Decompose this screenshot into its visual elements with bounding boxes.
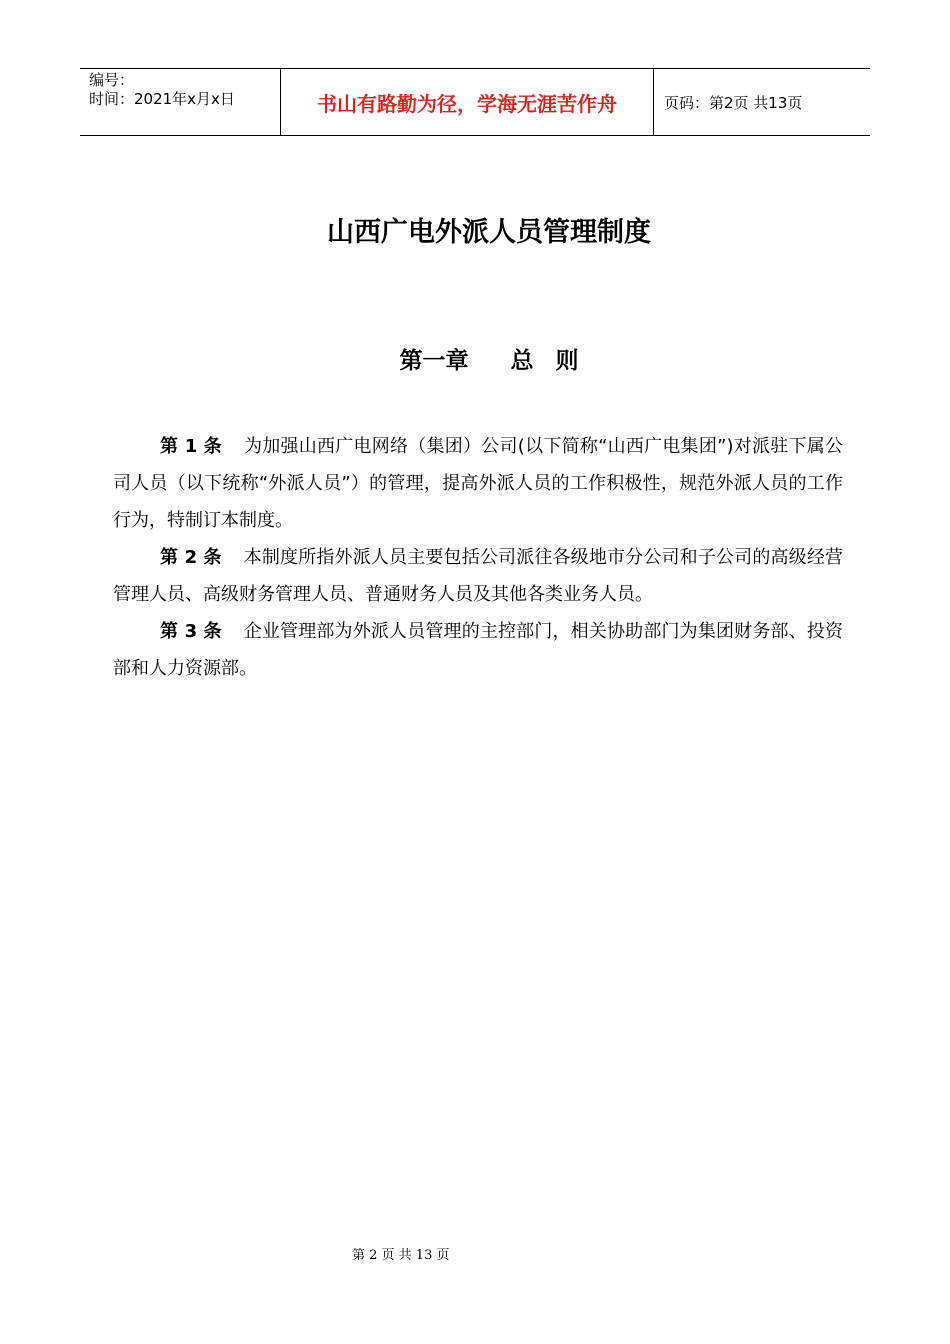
page-header [80, 68, 870, 136]
article-paragraph [113, 428, 843, 539]
header-motto-cell [281, 69, 654, 135]
article-label: 第 1 条 [160, 436, 223, 457]
header-meta-cell [80, 69, 281, 135]
chapter-name-part1: 总 [510, 348, 534, 374]
date-label: 时间：2021年x月x日 [89, 90, 235, 108]
chapter-heading [0, 345, 950, 377]
article-label: 第 3 条 [160, 621, 222, 642]
document-body [113, 428, 843, 687]
article-paragraph [113, 539, 843, 613]
page-footer: 第 2 页 共 13 页 [352, 1248, 450, 1263]
article-text: 为加强山西广电网络（集团）公司(以下简称“山西广电集团”)对派驻下属公司人员（以下统称“外派人员”）的管理，提高外派人员的工作积极性，规范外派人员的工作行为，特制订本制度。 [113, 436, 843, 531]
header-page-info: 页码：第2页 共13页 [664, 94, 803, 112]
header-page-cell [654, 69, 870, 135]
document-title: 山西广电外派人员管理制度 [327, 217, 651, 248]
chapter-name-part2: 则 [555, 348, 579, 374]
serial-number-label: 编号： [89, 71, 135, 89]
chapter-number: 第一章 [399, 348, 469, 374]
article-text: 企业管理部为外派人员管理的主控部门，相关协助部门为集团财务部、投资部和人力资源部。 [113, 621, 843, 679]
article-paragraph [113, 613, 843, 687]
header-motto: 书山有路勤为径，学海无涯苦作舟 [317, 92, 617, 116]
article-label: 第 2 条 [160, 547, 222, 568]
article-text: 本制度所指外派人员主要包括公司派往各级地市分公司和子公司的高级经营管理人员、高级财务管理人员、普通财务人员及其他各类业务人员。 [113, 547, 843, 605]
